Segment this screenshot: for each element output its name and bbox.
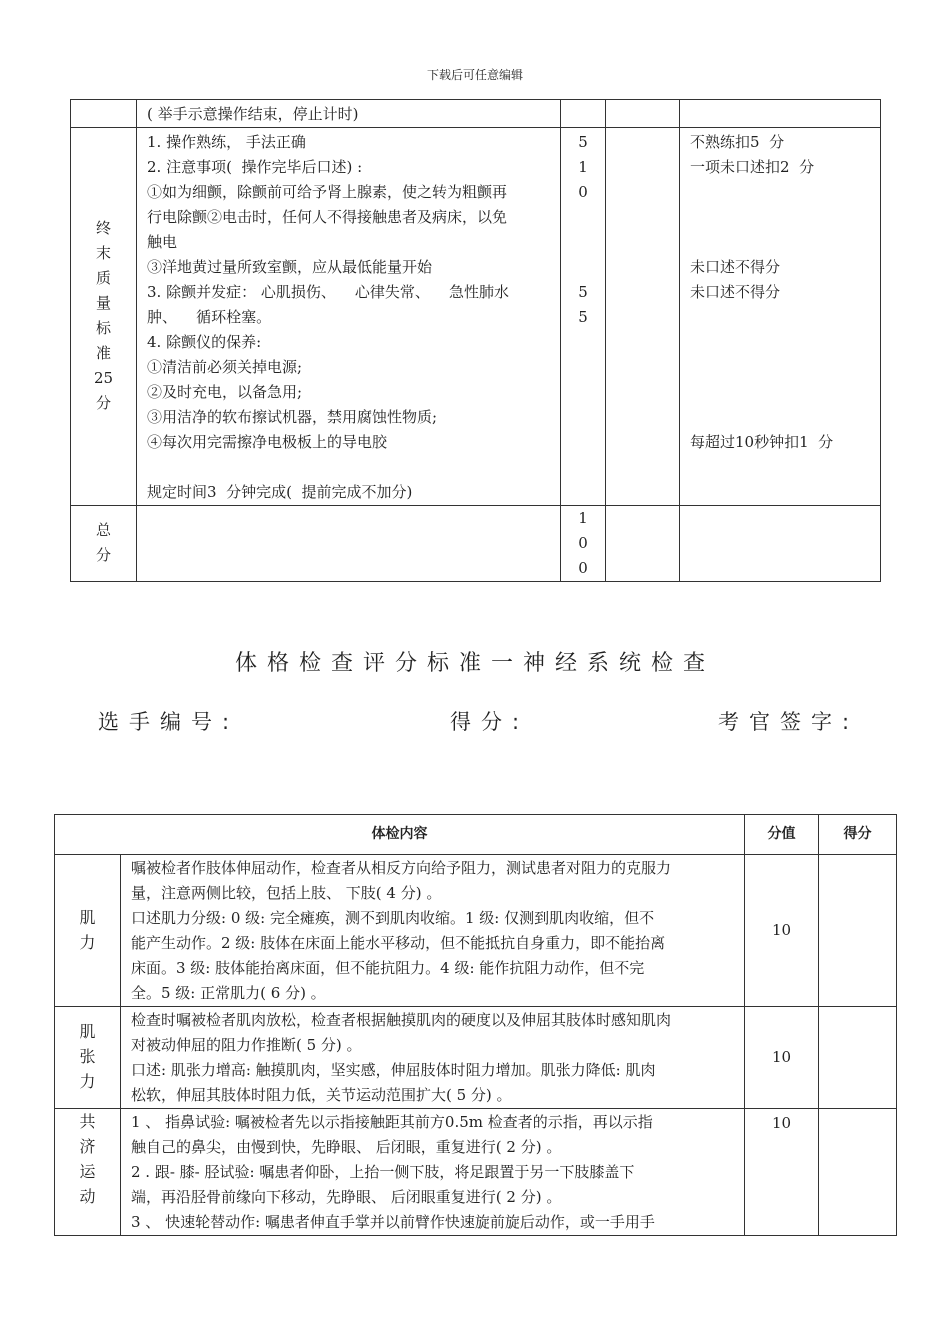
deduction-notes: 不熟练扣5 分 一项未口述扣2 分 未口述不得分 未口述不得分 每超过10秒钟扣1 分 bbox=[680, 128, 881, 506]
total-label: 总 分 bbox=[71, 506, 137, 582]
row-score-cell bbox=[819, 1109, 897, 1236]
table-row bbox=[55, 1109, 897, 1236]
header-score: 得分 bbox=[819, 815, 897, 855]
table-row bbox=[71, 128, 881, 506]
row-content: 1 、 指鼻试验: 嘱被检者先以示指接触距其前方0.5m 检查者的示指，再以示指 触自己的鼻尖，由慢到快，先睁眼、 后闭眼，重复进行( 2 分) 。 2 . 跟- 膝- 胫试验: 嘱患者仰卧，上抬一侧下肢，将足跟置于另一下肢膝盖下 端，再沿胫骨前缘向下移动，先睁眼、 后闭眼重复进行( 2 分) 。 3 、 快速轮替动作: 嘱患者伸直手掌并以前臂作快速旋前旋后动作，或一手用手 bbox=[121, 1109, 745, 1236]
section-label: 终 末 质 量 标 准 25 分 bbox=[71, 128, 137, 506]
content-cell: 1. 操作熟练， 手法正确 2. 注意事项( 操作完毕后口述) : ①如为细颤，除颤前可给予肾上腺素，使之转为粗颤再 行电除颤②电击时，任何人不得接触患者及病床，以免 触电 ③洋地黄过量所致室颤，应从最低能量开始 3. 除颤并发症： 心肌损伤、 心律失常、 急性肺水 肿、 循环栓塞。 4. 除颤仪的保养: ①清洁前必须关掉电源; ②及时充电，以备急用; ③用洁净的软布擦试机器，禁用腐蚀性物质; ④每次用完需擦净电极板上的导电胶 规定时间3 分钟完成( 提前完成不加分) bbox=[137, 128, 561, 506]
row-label: 肌 力 bbox=[55, 855, 121, 1007]
row-content: 检查时嘱被检者肌肉放松，检查者根据触摸肌肉的硬度以及伸屈其肢体时感知肌肉 对被动伸屈的阻力作推断( 5 分) 。 口述: 肌张力增高: 触摸肌肉，坚实感，伸屈肢体时阻力增加。肌张力降低: 肌肉 松软，伸屈其肢体时阻力低，关节运动范围扩大( 5 分) 。 bbox=[121, 1007, 745, 1109]
table-row bbox=[55, 855, 897, 1007]
total-score: 1 0 0 bbox=[561, 506, 606, 582]
operation-scoring-table bbox=[70, 99, 881, 582]
examiner-signature-label: 考官签字: bbox=[718, 710, 860, 734]
header-note: 下载后可任意编辑 bbox=[426, 68, 523, 82]
row-score-cell bbox=[819, 1007, 897, 1109]
total-row bbox=[71, 506, 881, 582]
table-row bbox=[55, 1007, 897, 1109]
row-points: 10 bbox=[745, 1007, 819, 1109]
header-points: 分值 bbox=[745, 815, 819, 855]
header-row bbox=[55, 815, 897, 855]
row-points: 10 bbox=[745, 855, 819, 1007]
row-score-cell bbox=[819, 855, 897, 1007]
page-title: 体格检查评分标准一神经系统检查 bbox=[234, 651, 715, 676]
row-content: 嘱被检者作肢体伸屈动作，检查者从相反方向给予阻力，测试患者对阻力的克服力 量，注意两侧比较，包括上肢、 下肢( 4 分) 。 口述肌力分级: 0 级: 完全瘫痪，测不到肌肉收缩。1 级: 仅测到肌肉收缩，但不 能产生动作。2 级: 肢体在床面上能水平移动，但不能抵抗自身重力，即不能抬离 床面。3 级: 肢体能抬离床面，但不能抗阻力。4 级: 能作抗阻力动作，但不完 全。5 级: 正常肌力( 6 分) 。 bbox=[121, 855, 745, 1007]
header-content: 体检内容 bbox=[55, 815, 745, 855]
row-label: 肌 张 力 bbox=[55, 1007, 121, 1109]
player-number-label: 选手编号: bbox=[98, 710, 240, 734]
score-cell: 5 1 0 5 5 bbox=[561, 128, 606, 506]
row-points: 10 bbox=[745, 1109, 819, 1236]
row-text: ( 举手示意操作结束，停止计时) bbox=[137, 100, 561, 128]
table-row bbox=[71, 100, 881, 128]
score-label: 得分: bbox=[450, 710, 530, 734]
row-label: 共 济 运 动 bbox=[55, 1109, 121, 1236]
neuro-exam-table bbox=[54, 814, 897, 1236]
